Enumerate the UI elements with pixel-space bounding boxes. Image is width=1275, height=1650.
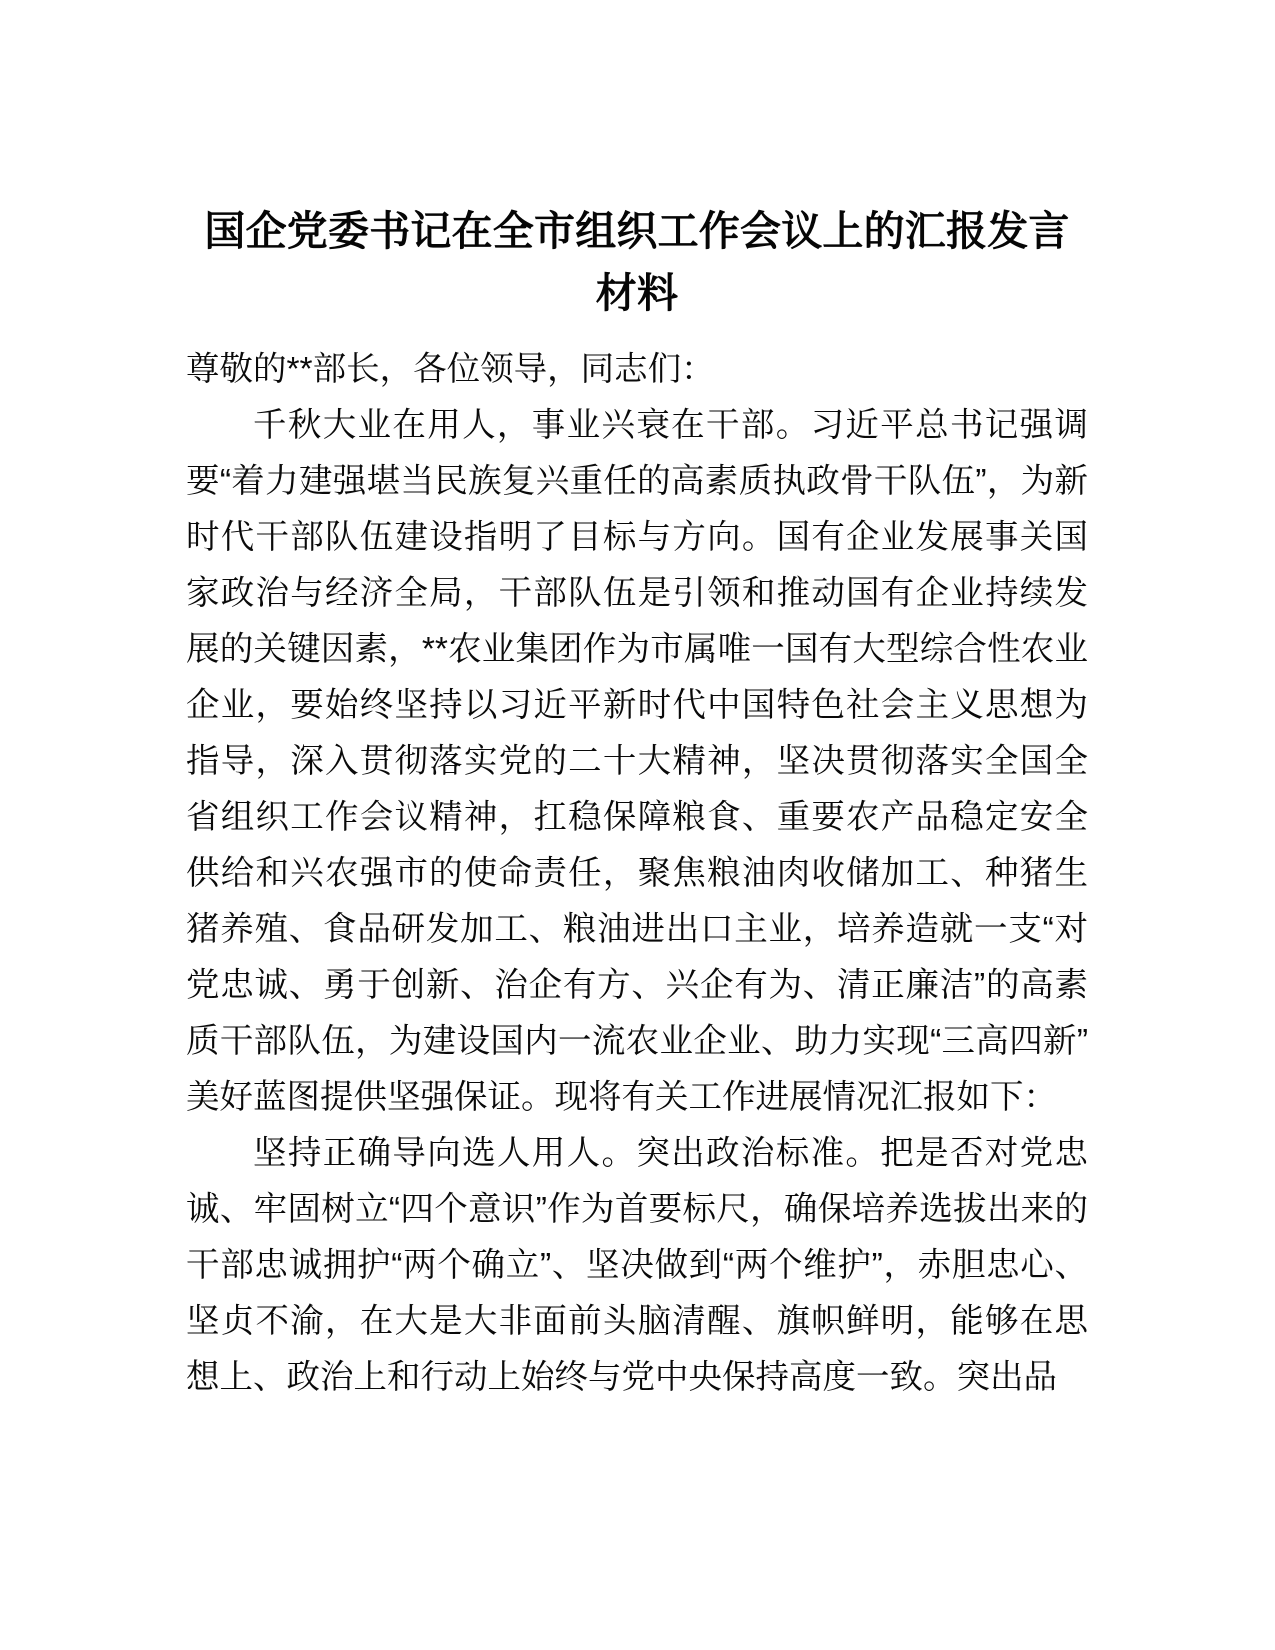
paragraph-section-one: 坚持正确导向选人用人。突出政治标准。把是否对党忠诚、牢固树立“四个意识”作为首要标尺，确保培养选拔出来的干部忠诚拥护“两个确立”、坚决做到“两个维护”，赤胆忠心、坚贞不渝，在大是大非面前头脑清醒、旗帜鲜明，能够在思想上、政治上和行动上始终与党中央保持高度一致。突出品: [186, 1135, 1088, 1396]
page-title: 国企党委书记在全市组织工作会议上的汇报发言材料: [204, 208, 1070, 316]
paragraph-intro: 千秋大业在用人，事业兴衰在干部。习近平总书记强调要“着力建强堪当民族复兴重任的高素质执政骨干队伍”，为新时代干部队伍建设指明了目标与方向。国有企业发展事关国家政治与经济全局，干部队伍是引领和推动国有企业持续发展的关键因素，**农业集团作为市属唯一国有大型综合性农业企业，要始终坚持以习近平新时代中国特色社会主义思想为指导，深入贯彻落实党的二十大精神，坚决贯彻落实全国全省组织工作会议精神，扛稳保障粮食、重要农产品稳定安全供给和兴农强市的使命责任，聚焦粮油肉收储加工、种猪生猪养殖、食品研发加工、粮油进出口主业，培养造就一支“对党忠诚、勇于创新、治企有方、兴企有为、清正廉洁”的高素质干部队伍，为建设国内一流农业企业、助力实现“三高四新”美好蓝图提供坚强保证。现将有关工作进展情况汇报如下：: [186, 407, 1088, 1116]
salutation: 尊敬的**部长，各位领导，同志们：: [186, 351, 715, 388]
document-body: [186, 200, 1088, 1406]
